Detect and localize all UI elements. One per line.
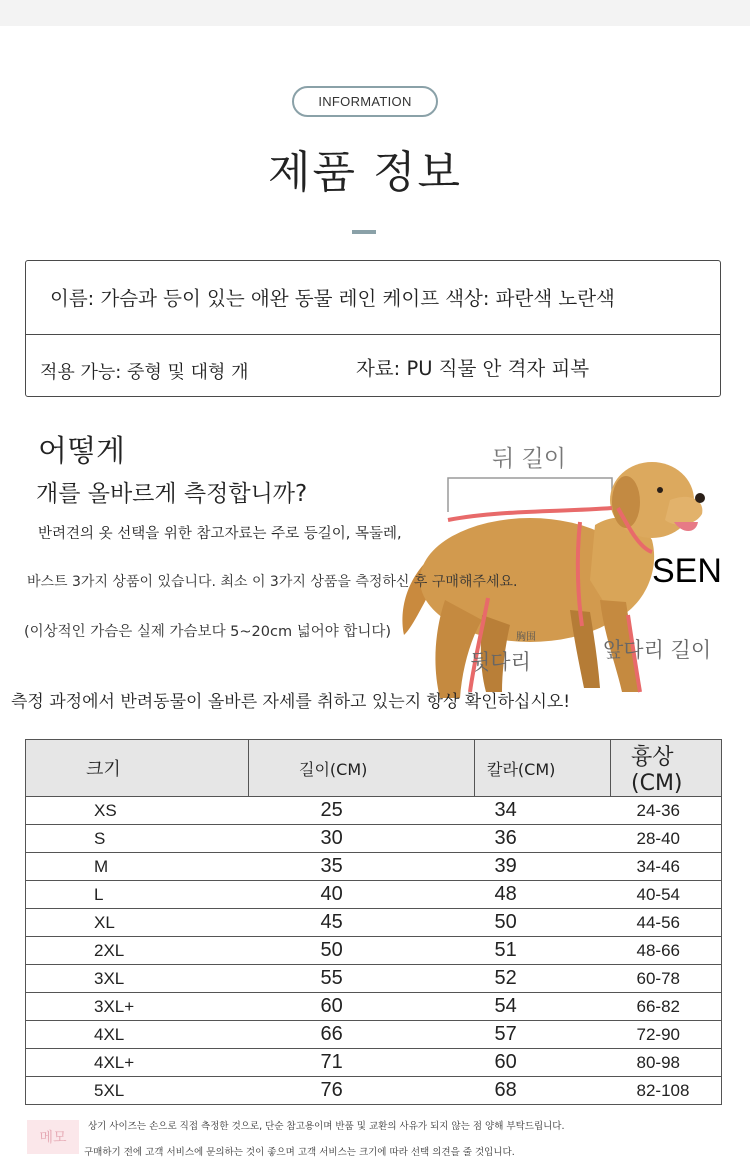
cell-chest: 48-66 [611,937,722,965]
cell-length: 76 [249,1077,475,1105]
cell-collar: 68 [475,1077,611,1105]
cell-chest: 28-40 [611,825,722,853]
cell-size: 3XL [26,965,249,993]
memo-stamp: 메모 [27,1120,79,1154]
information-badge: INFORMATION [292,86,438,117]
cell-length: 55 [249,965,475,993]
size-table-header [26,740,722,797]
header-size: 크기 [26,740,249,797]
cell-chest: 72-90 [611,1021,722,1049]
table-row [26,937,722,965]
table-row [26,1077,722,1105]
header-collar: 칼라(CM) [475,740,611,797]
cell-collar: 54 [475,993,611,1021]
dog-nose-shape [695,493,705,503]
cell-length: 60 [249,993,475,1021]
table-row [26,965,722,993]
cell-collar: 34 [475,797,611,825]
table-row [26,825,722,853]
size-table [25,739,722,1105]
table-row [26,853,722,881]
cell-collar: 36 [475,825,611,853]
cell-size: 3XL+ [26,993,249,1021]
header-chest: 흉상(CM) [611,740,722,797]
cell-length: 40 [249,881,475,909]
brand-watermark: SEN [652,552,722,590]
chest-label: 胸围 [516,632,536,643]
cell-size: 4XL [26,1021,249,1049]
cell-length: 35 [249,853,475,881]
cell-collar: 39 [475,853,611,881]
back-length-label: 뒤 길이 [492,446,566,472]
footer-note-1: 상기 사이즈는 손으로 직접 측정한 것으로, 단순 참고용이며 반품 및 교환의 사유가 되지 않는 점 양해 부탁드립니다. [88,1121,565,1132]
cell-chest: 66-82 [611,993,722,1021]
measure-text-3: (이상적인 가슴은 실제 가슴보다 5~20cm 넓어야 합니다) [24,624,392,640]
cell-length: 71 [249,1049,475,1077]
cell-size: 5XL [26,1077,249,1105]
header-length: 길이(CM) [249,740,475,797]
cell-size: XS [26,797,249,825]
dog-eye-shape [657,487,663,493]
cell-chest: 34-46 [611,853,722,881]
cell-collar: 57 [475,1021,611,1049]
table-row [26,1021,722,1049]
cell-chest: 82-108 [611,1077,722,1105]
table-row [26,797,722,825]
applicable-size: 적용 가능: 중형 및 대형 개 [40,362,249,383]
cell-collar: 50 [475,909,611,937]
cell-length: 66 [249,1021,475,1049]
cell-length: 45 [249,909,475,937]
table-row [26,881,722,909]
cell-collar: 48 [475,881,611,909]
cell-collar: 52 [475,965,611,993]
cell-size: XL [26,909,249,937]
product-info-box [25,260,721,397]
cell-length: 25 [249,797,475,825]
cell-collar: 60 [475,1049,611,1077]
info-divider [26,334,720,335]
cell-length: 50 [249,937,475,965]
measure-heading: 어떻게 [38,434,125,469]
cell-chest: 44-56 [611,909,722,937]
cell-length: 30 [249,825,475,853]
cell-collar: 51 [475,937,611,965]
cell-chest: 24-36 [611,797,722,825]
front-leg-label: 앞다리 길이 [603,638,712,662]
cell-size: 4XL+ [26,1049,249,1077]
material: 자료: PU 직물 안 격자 피복 [356,357,590,380]
table-row [26,1049,722,1077]
back-length-guide [448,478,612,512]
title-divider [352,230,376,234]
top-bar [0,0,750,26]
page-title: 제품 정보 [267,147,462,198]
table-row [26,993,722,1021]
measure-text-4: 측정 과정에서 반려동물이 올바른 자세를 취하고 있는지 항상 확인하십시오! [11,692,571,712]
cell-size: M [26,853,249,881]
cell-chest: 40-54 [611,881,722,909]
measure-text-1: 반려견의 옷 선택을 위한 참고자료는 주로 등길이, 목둘레, [38,526,402,542]
product-name: 이름: 가슴과 등이 있는 애완 동물 레인 케이프 색상: 파란색 노란색 [50,287,615,310]
measure-text-2: 바스트 3가지 상품이 있습니다. 최소 이 3가지 상품을 측정하신 후 구매해주세요. [27,574,518,590]
cell-size: S [26,825,249,853]
cell-chest: 60-78 [611,965,722,993]
cell-chest: 80-98 [611,1049,722,1077]
footer-note-2: 구매하기 전에 고객 서비스에 문의하는 것이 좋으며 고객 서비스는 크기에 따라 선택 의견을 줄 것입니다. [84,1147,515,1158]
measure-question: 개를 올바르게 측정합니까? [36,481,308,507]
cell-size: L [26,881,249,909]
hind-leg-label: 뒷다리 [470,650,531,674]
cell-size: 2XL [26,937,249,965]
table-row [26,909,722,937]
